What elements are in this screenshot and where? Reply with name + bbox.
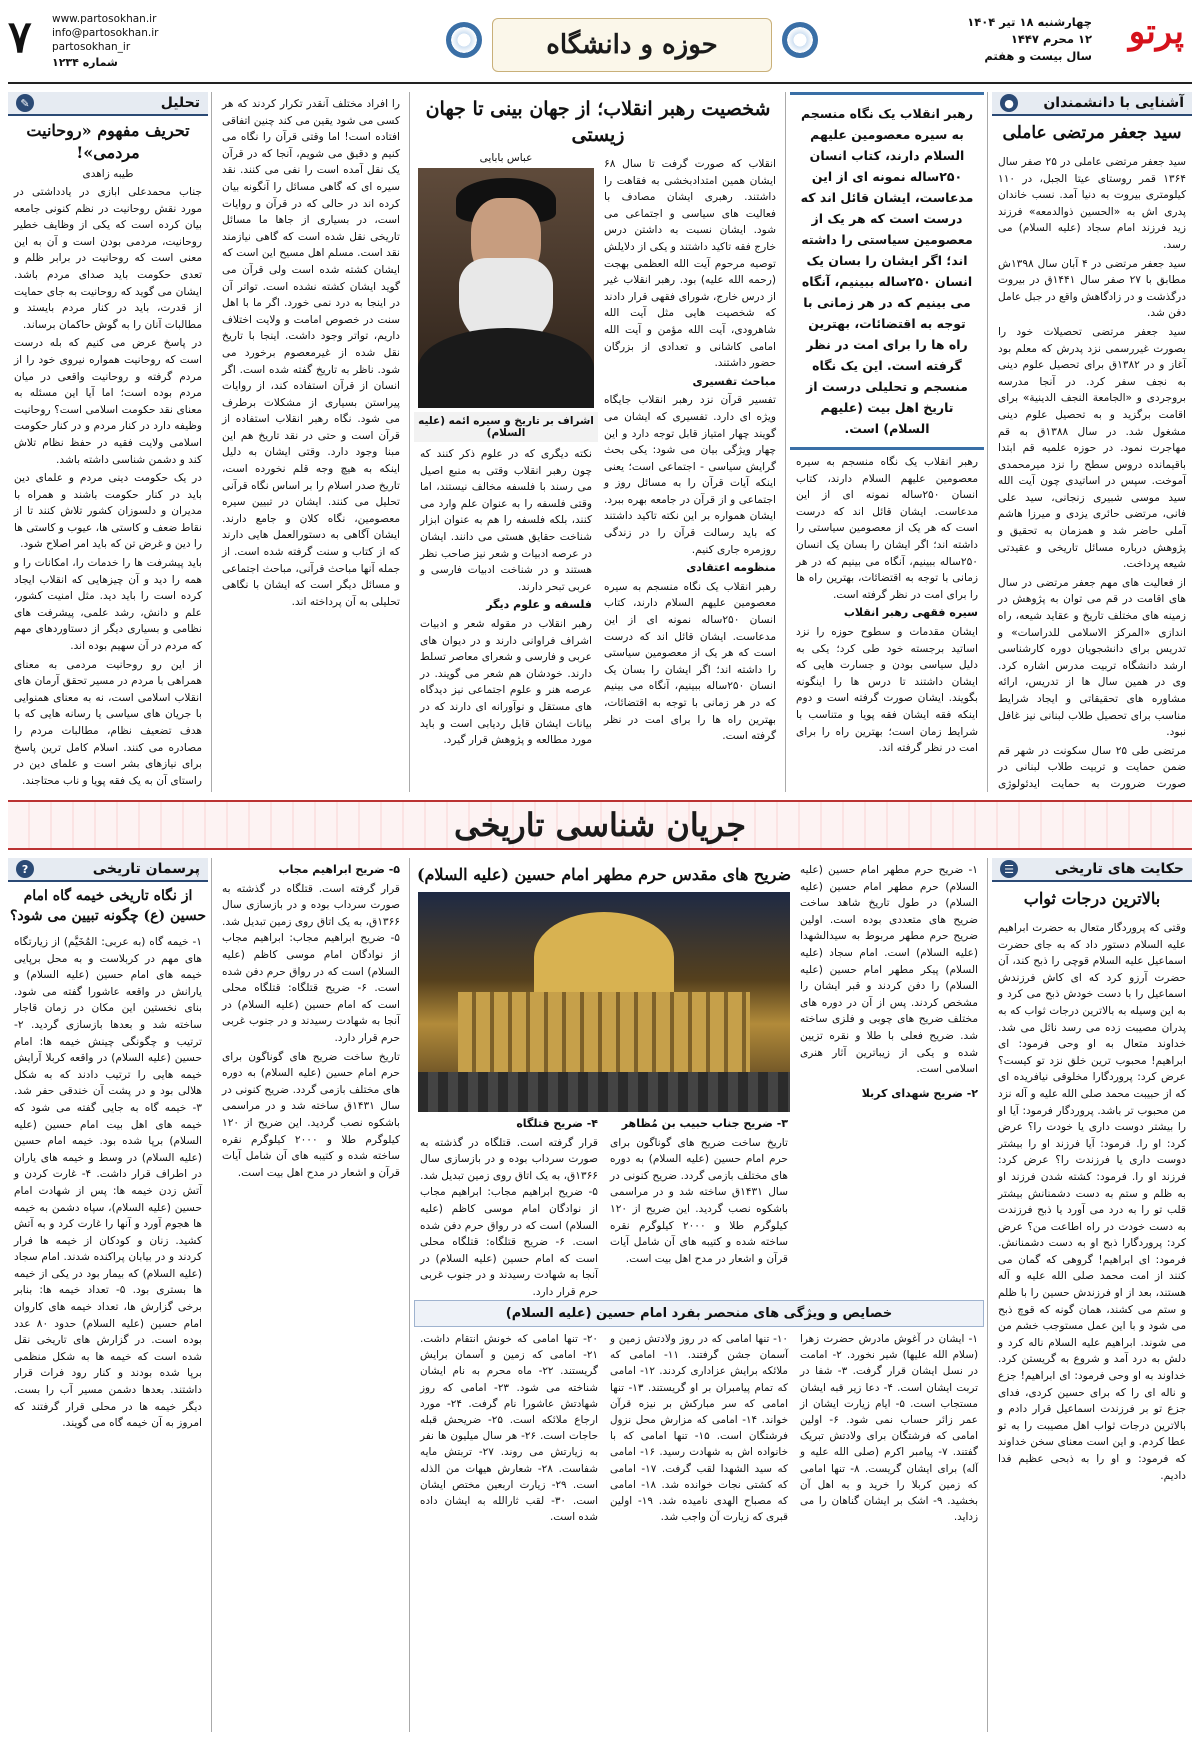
section-banner — [492, 18, 772, 72]
masthead — [8, 8, 1192, 84]
paragraph: جناب محمدعلی ابازی در یادداشتی در مورد نقش روحانیت در نظم کنونی جامعه بیان کرده است که یکی از وظایف خطیر روحانیت، مردمی بودن است و آن به این معنی است که روحانیت در برابر ظلم و تعدی حکومت باید صدای مردم باشد. ایشان می گوید که روحانیت به جای حمایت از قدرت، باید در کنار مردم بایستد و مطالبات آنان را به گوش حاکمان برساند. — [14, 186, 202, 331]
shrine-body-mid — [604, 1112, 794, 1298]
page-number: ۷ — [8, 12, 32, 63]
shrine-continued — [216, 858, 406, 1732]
features-list-1: ۱- ایشان در آغوش مادرش حضرت زهرا (سلام الله علیها) شیر نخورد. ۲- امامت در نسل ایشان قرار گرفت. ۳- شفا در تربت ایشان است. ۴- دعا زیر قبه ایشان مستجاب است. ۵- ایام زیارت ایشان از عمر زائر حساب نمی شود. ۶- اولین امامی که فرشتگان برای ولادتش تبریک گفتند. ۷- پیامبر اکرم (صلی الله علیه و آله) برای ایشان گریست. ۸- تنها امامی که زمین کربلا را خرید و به اهل آن بخشید. ۹- اشک بر ایشان گناهان را می زداید. — [800, 1333, 978, 1524]
paragraph: سید جعفر مرتضی در ۴ آبان سال ۱۳۹۸ش مطابق با ۲۷ صفر سال ۱۴۴۱ق در بیروت درگذشت و در زادگاهش واقع در جبل عامل دفن شد. — [998, 257, 1186, 320]
social-handle[interactable]: partosokhan_ir — [52, 41, 131, 53]
question-icon: ? — [16, 860, 34, 878]
issue-number: شماره ۱۲۳۴ — [52, 56, 118, 69]
question-title: از نگاه تاریخی خیمه گاه امام حسین (ع) چگونه تبیین می شود؟ — [9, 888, 207, 924]
scholar-name: سید جعفر مرتضی عاملی — [1002, 123, 1182, 143]
paragraph: رهبر انقلاب در مقوله شعر و ادبیات اشراف فراوانی دارند و در دیوان های عربی و فارسی و شعرای معاصر تسلط دارند. خودشان هم شعر می گویند. در عرصه هنر و علوم اجتماعی نیز دیدگاه های مستقل و نوآورانه ای دارند که در بیانات ایشان قابل ردیابی است و باید مورد مطالعه و پژوهش قرار گیرد. — [420, 617, 592, 747]
section-title: حوزه و دانشگاه — [546, 30, 718, 60]
paragraph: تفسیر قرآن نزد رهبر انقلاب جایگاه ویژه ای دارد. تفسیری که ایشان می گویند چهار امتیاز قابل توجه دارد و این چهار ویژگی بیان می شود: یکی بحث گرایش سیاسی - اجتماعی است؛ یعنی اینکه آیات قرآن را به مسائل روز و اجتماعی و از قرآن در جامعه بهره ببرد. ایشان همواره بر این نکته تاکید داشتند که باید رسالت قرآن را در زندگی روزمره جاری کنیم. — [604, 394, 776, 556]
paragraph: سید جعفر مرتضی عاملی در ۲۵ صفر سال ۱۳۶۴ قمر روستای عیتا الجبل، در ۱۱۰ کیلومتری بیروت به دنیا آمد. نسب خاندان پدری اش به «الحسین ذوالدمعه» فرزند زید فرزند امام سجاد (علیه السلام) می رسد. — [998, 156, 1186, 251]
middle-column — [216, 92, 406, 792]
paragraph: از فعالیت های مهم جعفر مرتضی در سال های اقامت در قم می توان به پژوهش در زمینه های مختلف تاریخ و عقاید شیعه، راه اندازی «المرکز الاسلامی للدراسات» و تدریس برای دانشجویان دوره کارشناسی ارشد دانشگاه تربیت مدرس اشاره کرد. وی در همین سال ها از تدریس، ارائه مشاوره های تحقیقاتی و ایجاد شرایط مناسب برای تحصیل طلاب لبنانی نیز غافل نبود. — [998, 576, 1186, 739]
questions-header — [8, 858, 208, 882]
shrine-sub-a-block — [794, 1082, 984, 1109]
volume-year: سال بیست و هفتم — [984, 49, 1092, 63]
analysis-author: طیبه زاهدی — [82, 168, 134, 180]
leader-headline: شخصیت رهبر انقلاب؛ از جهان بینی تا جهان زیستی — [425, 98, 771, 146]
leader-text-col — [598, 152, 782, 755]
subheading: فلسفه و علوم دیگر — [486, 598, 592, 612]
pull-quote: رهبر انقلاب یک نگاه منسجم به سیره معصومین علیهم السلام دارند، کتاب انسان ۲۵۰ساله نمونه ای از این مدعاست، ایشان قائل اند که درست است که هر یک از معصومین سیاستی را داشته اند؛ اگر ایشان را بسان یک انسان ۲۵۰ساله ببینیم، آنگاه می بینیم که در هر زمانی با توجه به اقتضائات، بهترین راه ها را برای امت در نظر گرفته است. این یک نگاه منسجم و تحلیلی درست از تاریخ اهل بیت (علیهم السلام) است. — [790, 92, 984, 450]
leader-text-2 — [414, 442, 598, 755]
story-body: وقتی که پروردگار متعال به حضرت ابراهیم علیه السلام دستور داد که به جای حضرت اسماعیل علیه السلام قوچی را ذبح کند، آن حضرت آرزو کرد که ای کاش فرزندش اسماعیل را با دست خودش ذبح می کرد و به این وسیله به بالاترین درجات ثواب که به پدران مصیبت زده می رسد نائل می شد. خداوند متعال به او وحی فرمود: ای ابراهیم! محبوب ترین خلق نزد تو کیست؟ عرض کرد: پروردگارا مخلوقی نیافریده ای که از حبیبت محمد صلی الله علیه و آله نزد من محبوب تر باشد. پروردگار فرمود: آیا او را بیشتر دوست داری یا خودت را؟ عرض کرد: او را. فرمود: آیا فرزند او را بیشتر دوست داری یا فرزندت را؟ عرض کرد: فرزند او را. فرمود: کشته شدن فرزند او به ظلم و ستم به دست دشمنانش بیشتر قلب تو را به درد می آورد یا ذبح فرزندت به دست خودت در راه اطاعت من؟ عرض کرد: پروردگارا ذبح او به دست دشمنانش. فرمود: ای ابراهیم! گروهی که گمان می کنند از امت محمد صلی الله علیه و آله هستند، بعد از او فرزندش حسین را با ظلم و ستم می کشند، همان گونه که قوچ ذبح می شود و با این عمل مستوجب خشم من می شوند. ابراهیم علیه السلام ناله کرد و دلش به درد آمد و شروع به گریستن کرد. خداوند به او وحی فرمود: ای ابراهیم! جزع و ناله ای را که برای حسین کردی، فدای جزع تو بر فرزندت اسماعیل قرار دادم و بالاترین درجات ثواب اهل مصیبت را به تو عطا کردم. و این است معنای سخن خداوند که فرمود: و او را به ذبحی عظیم فدا دادیم. — [998, 922, 1186, 1482]
analysis-headline: تحریف مفهوم «روحانیت مردمی»! — [26, 121, 190, 162]
analysis-header — [8, 92, 208, 116]
analysis-column — [8, 92, 208, 792]
leader-photo-col — [414, 152, 598, 755]
paragraph: سید جعفر مرتضی تحصیلات خود را بصورت غیررسمی نزد پدرش که معلم بود آغاز و در ۱۳۸۲ق برای تحصیل علوم دینی به نجف سفر کرد. در آنجا مدرسه بروجردی و «الجامعة النجف الدینیة» برای اقامت برگزید و به تحصیل علوم دینی مشغول شد. در سال ۱۳۸۸ق به قم مهاجرت نمود. در حوزه علمیه قم ابتدا باقیمانده دروس سطح را نزد میرمحمدی آموخت. سپس در اساتیدی چون آیت الله سید موسی شبیری زنجانی، سید علی فانی، مرتضی حائری یزدی و میرزا هاشم آملی حاضر شد و همزمان به تحقیق و پژوهش درباره مسائل تاریخی و عقیدتی شیعه پرداخت. — [998, 325, 1186, 571]
scholar-icon: ● — [1000, 94, 1018, 112]
subheading: ۲- ضریح شهدای کربلا — [861, 1086, 978, 1100]
shrine-article — [414, 858, 984, 1298]
subheading: ۴- ضریح قتلگاه — [516, 1117, 598, 1130]
analysis-icon: ✎ — [16, 94, 34, 112]
shrine-text-right — [794, 858, 984, 1298]
paragraph: ایشان مقدمات و سطوح حوزه را نزد اساتید برجسته خود طی کرد؛ یکی به دلیل سیاسی بودن و جسارت هایی که ایشان داشتند تا درس ها را اینگونه بگویند. ایشان صورت گرفته است و دوم اینکه فقه ایشان فقه پویا و متناسب با شرایط زمان است؛ بهترین راه را برای امت در نظر گرفته اند. — [796, 625, 978, 755]
scholars-header — [992, 92, 1192, 116]
shrine-continued-body — [216, 858, 406, 1187]
shrine-subtext — [414, 1112, 794, 1298]
column-divider — [987, 92, 988, 792]
paragraph: انقلاب که صورت گرفت تا سال ۶۸ ایشان همین امتدادبخشی به فقاهت را داشتند. رهبری ایشان مصادف با فعالیت های سیاسی و اجتماعی می شود. ایشان نسبت به داشتن درس خارج فقه تاکید داشتند و یکی از دلایلش توصیه مرحوم آیت الله العظمی بهجت (رحمه الله علیه) بود. رهبر انقلاب غیر از درس خارج، شورای فقهی قرار دادند که شخصیت هایی مثل آیت الله شاهرودی، آیت الله مؤمن و آیت الله امامی کاشانی و تعدادی از بزرگان حضور داشتند. — [604, 158, 776, 370]
stories-header — [992, 858, 1192, 882]
ornament-icon — [446, 22, 482, 58]
email-link[interactable]: info@partosokhan.ir — [52, 27, 159, 39]
shrine-main — [414, 858, 794, 1298]
date-block — [967, 14, 1092, 65]
photo-caption: اشراف بر تاریخ و سیره ائمه (علیه السلام) — [414, 412, 598, 442]
paragraph: باید پیشرفت ها را خدمات را، امکانات را و همه را دید و آن چیزهایی که انقلاب ایجاد کرده است را باید دید. مثل امنیت کشور، علم و دانش، رشد علمی، پیشرفت های نظامی و بسیاری دیگر از دستاوردهای مهم که مردم در آن سهیم بوده اند. — [14, 557, 202, 653]
paragraph: نکته دیگری که در علوم ذکر کنند که چون رهبر انقلاب وقتی به منبع اصیل می رسند با فلسفه مخالف نیستند، اما وقتی فلسفه را به عنوان علم وارد می کنند، بلکه فلسفه را هم به عنوان ابزار شناخت حقایق هستی می دانند. ایشان در عرصه ادبیات و شعر نیز صاحب نظر هستند و در شناخت ادبیات فارسی و عربی تبحر دارند. — [420, 448, 592, 593]
column-divider — [211, 858, 212, 1732]
book-icon: ☰ — [1000, 860, 1018, 878]
leader-body-a — [790, 450, 984, 763]
questions-column — [8, 858, 208, 1732]
features-title: خصایص و ویژگی های منحصر بفرد امام حسین (علیه السلام) — [414, 1300, 984, 1327]
paragraph: از این رو روحانیت مردمی به معنای همراهی با مردم در مسیر تحقق آرمان های انقلاب اسلامی است، نه به معنای همنوایی با جریان های سیاسی یا رسانه هایی که با هدف تضعیف نظام، مطالبات مردم را مصادره می کنند. اسلام کامل ترین پاسخ برای نیازهای بشر است و علمای دین در راستای آن به یک فقه پویا و ناب محتاجند. — [14, 658, 202, 787]
date-line: چهارشنبه ۱۸ تیر ۱۴۰۴ — [967, 15, 1092, 29]
shrine-dome — [534, 912, 674, 1002]
middle-body: را افراد مختلف آنقدر تکرار کردند که هر کسی می شود یقین می کند چنین اتفاقی افتاده است! اما وقتی قرآن را نگاه می کنیم و دقیق می شویم، آنجا که در قرآن یک نقل آمده است را نفی می کنند. نقد سیره ای که گاهی مسائل را آنگونه بیان کرده اند در حالی که در قرآن و روایات است، در بسیاری از جاها ما مسائل تاریخی نقل شده است که گاهی نیازمند نقد است. مسلم اهل مسیح این است که ایشان کشته شده است ولی قرآن می گوید ایشان کشته نشده است. تواتر آن در اینجا به درد نمی خورد. اگر ما با اهل سنت در خصوص امامت و ولایت اختلاف داریم، تواتر وجود داشت. اینجا با تاریخ نقل شده از غیرمعصوم برخورد می شود. ناظر به تاریخ گفته شده است. اگر انسان از قرآن استفاده کند، از روایات پیراستن بسیاری از مشکلات برطرف می شود. نگاه رهبر انقلاب استفاده از قرآن است و حتی در نقد تاریخ هم این مبنا وجود دارد. وقتی ایشان به دلیل اینکه به هیچ وجه قلم نخورده است، تاریخ صدر اسلام را بر اساس نگاه قرآنی تحلیل می کنند. ایشان در تبیین سیره معصومین، نگاه کلان و جامع دارند. ایشان آگاهی به دستورالعمل هایی دارند که از کتاب و سنت گرفته شده است. از جمله آنها مباحث قرآنی، مباحث اجتماعی و مسائل دیگر است که ایشان با نگاهی تحلیلی به آن پرداخته اند. — [222, 98, 400, 608]
stories-header-label: حکایت های تاریخی — [1054, 861, 1184, 877]
shrine-layout — [414, 858, 984, 1298]
paragraph: رهبر انقلاب یک نگاه منسجم به سیره معصومین علیهم السلام دارند، کتاب انسان ۲۵۰ساله نمونه ای از این مدعاست. ایشان قائل اند که درست است که هر یک از معصومین سیاستی را داشته اند؛ اگر ایشان را بسان یک انسان ۲۵۰ساله ببینیم، آنگاه می بینیم که در هر زمانی با توجه به اقتضائات، بهترین راه ها را برای امت در نظر گرفته است. — [796, 456, 978, 601]
shrine-headline: ضریح های مقدس حرم مطهر امام حسین (علیه السلام) — [416, 865, 792, 884]
questions-header-label: پرسمان تاریخی — [92, 861, 200, 877]
column-divider — [409, 92, 410, 792]
quote-column — [790, 92, 984, 792]
logo-text: پرتو — [1128, 12, 1184, 52]
shrine-body-left — [414, 1112, 604, 1298]
scholar-body — [992, 150, 1192, 792]
column-divider — [211, 92, 212, 792]
shrine-structure — [458, 992, 750, 1082]
shrine-body-right: ۱- ضریح حرم مطهر امام حسین (علیه السلام) حرم مطهر امام حسین (علیه السلام) در طول تاریخ شاهد ساخت ضریح های متعددی بوده است. اولین ضریح حرم مطهر مربوط به سیدالشهدا (علیه السلام) است. امام سجاد (علیه السلام) پیکر مطهر امام حسین (علیه السلام) را دفن کردند و قبر ایشان را مشخص کردند. پس از آن در دوره های مختلف ضریح های چوبی و فلزی ساخته شد. ضریح فعلی با طلا و نقره تزیین شده و یکی از زیباترین آثار هنری اسلامی است. — [800, 864, 978, 1076]
analysis-body — [8, 180, 208, 792]
stories-column — [992, 858, 1192, 1732]
paragraph: در یک حکومت دینی مردم و علمای دین باید در کنار حکومت باشند و همراه با مدیران و دلسوزان کشور تلاش کنند تا از نقاط ضعف و کاستی ها، عیوب و کاستی ها را دین و غرض تن که باید امر اصلاح شود. — [14, 472, 202, 551]
leader-article — [414, 92, 782, 792]
story-title: بالاترین درجات ثواب — [1023, 889, 1161, 908]
band-title: جریان شناسی تاریخی — [454, 806, 746, 844]
subheading: منظومه اعتقادی — [686, 561, 776, 575]
ornament-icon — [782, 22, 818, 58]
subheading: ۵- ضریح ابراهیم مجاب — [278, 863, 400, 876]
column-divider — [785, 92, 786, 792]
website-link[interactable]: www.partosokhan.ir — [52, 13, 157, 25]
features-list-3: ۲۰- تنها امامی که خونش انتقام داشت. ۲۱- امامی که زمین و آسمان برایش گریستند. ۲۲- ماه محرم به نام ایشان شناخته می شود. ۲۳- امامی که روز شهادتش عاشورا نام گرفت. ۲۴- مورد ارجاع ملائکه است. ۲۵- ضریحش قبله حاجات است. ۲۶- هر سال میلیون ها نفر به زیارتش می روند. ۲۷- تربتش مایه شفاست. ۲۸- شعارش هیهات من الذله است. ۲۹- زیارت اربعین مختص ایشان است. ۳۰- لقب ثارالله به ایشان داده شده است. — [420, 1333, 599, 1524]
hijri-date: ۱۲ محرم ۱۴۴۷ — [1010, 32, 1092, 46]
scholars-header-label: آشنایی با دانشمندان — [1043, 95, 1184, 111]
section-band — [8, 800, 1192, 850]
paragraph: قرار گرفته است. قتلگاه در گذشته به صورت سرداب بوده و در بازسازی سال ۱۳۶۶ق، به یک اتاق روی زمین تبدیل شد. ۵- ضریح ابراهیم مجاب: ابراهیم مجاب از نوادگان امام موسی کاظم (علیه السلام) است که در رواق حرم دفن شده است. ۶- ضریح قتلگاه: قتلگاه محلی است که امام حسین (علیه السلام) در آنجا به شهادت رسیدند و در جنوب غربی حرم قرار دارد. — [222, 882, 400, 1044]
question-body: ۱- خیمه گاه (به عربی: المُخَیَّم) از زیارتگاه های مهم در کربلاست و به محل برپایی خیمه های امام حسین (علیه السلام) و یارانش در واقعه عاشورا گفته می شود. بنای نخستین این مکان در زمان قاجار ساخته شد و بعدها بازسازی گردید. ۲- ترتیب و چگونگی چینش خیمه ها: امام حسین (علیه السلام) در واقعه کربلا آرایش خیمه هایی را ترتیب دادند که به شکل هلالی بود و در پشت آن خندقی حفر شد. ۳- خیمه گاه به جایی گفته می شود که خیمه های اهل بیت امام حسین (علیه السلام) برپا شده بود. خیمه امام حسین (علیه السلام) در وسط و خیمه های یاران در اطراف قرار داشت. ۴- غارت کردن و آتش زدن خیمه ها: پس از شهادت امام حسین (علیه السلام)، سپاه دشمن به خیمه ها هجوم آورد و آنها را غارت کرد و به آتش کشید. زنان و کودکان از خیمه ها فرار کردند و در بیابان پراکنده شدند. امام سجاد (علیه السلام) که بیمار بود در یکی از خیمه ها بستری بود. ۵- تعداد خیمه ها: بنابر برخی گزارش ها، تعداد خیمه های کاروان امام حسین (علیه السلام) حدود ۸۰ عدد بوده است. در گزارش های تاریخی نقل شده است که خیمه ها به شکل منظمی برپا شده بودند و کنار رود فرات قرار داشتند. بعدها دشمن مسیر آب را بست. دیگر خیمه ها در محلی قرار گرفتند که امروز به آن خیمه گاه می گویند. — [14, 936, 203, 1430]
paragraph: قرار گرفته است. قتلگاه در گذشته به صورت سرداب بوده و در بازسازی سال ۱۳۶۶ق، به یک اتاق روی زمین تبدیل شد. ۵- ضریح ابراهیم مجاب: ابراهیم مجاب از نوادگان امام موسی کاظم (علیه السلام) است که در رواق حرم دفن شده است. ۶- ضریح قتلگاه: قتلگاه محلی است که امام حسین (علیه السلام) در آنجا به شهادت رسیدند و در جنوب غربی حرم قرار دارد. — [420, 1136, 598, 1298]
shrine-crowd — [418, 1072, 790, 1112]
features-columns — [414, 1327, 984, 1529]
leader-portrait-image — [418, 168, 594, 408]
portrait-robe — [418, 328, 594, 408]
column-divider — [409, 858, 410, 1732]
column-divider — [987, 858, 988, 1732]
author-name: عباس بابایی — [479, 152, 533, 164]
paragraph: تاریخ ساخت ضریح های گوناگون برای حرم امام حسین (علیه السلام) به دوره های مختلف بازمی گردد. ضریح کنونی در سال ۱۴۳۱ق ساخته شد و در مراسمی باشکوه نصب گردید. این ضریح از ۱۲۰ کیلوگرم طلا و ۲۰۰۰ کیلوگرم نقره ساخته شده و کتیبه های آن شامل آیات قرآن و اشعار در مدح اهل بیت است. — [610, 1136, 789, 1265]
paragraph: در پاسخ عرض می کنیم که بله درست است که روحانیت همواره نیروی خود را از مردم گرفته و روحانیت واقعی در میان مردم بوده است؛ اما آیا این مسئله به معنای نقد حکومت اسلامی است؟ روحانیت وظیفه دارد در کنار مردم و در کنار حکومت اسلامی ولایت فقیه در حفظ نظام تلاش کند و دشمن شناسی داشته باشد. — [14, 337, 202, 466]
features-list-2: ۱۰- تنها امامی که در روز ولادتش زمین و آسمان جشن گرفتند. ۱۱- امامی که ملائکه برایش عزاداری کردند. ۱۲- امامی که تمام پیامبران بر او گریستند. ۱۳- تنها امامی که سر مبارکش بر نیزه قرآن خواند. ۱۴- امامی که مزارش محل نزول فرشتگان است. ۱۵- تنها امامی که با خانواده اش به شهادت رسید. ۱۶- امامی که سید الشهدا لقب گرفت. ۱۷- امامی که کشتی نجات خوانده شد. ۱۸- امامی که مصباح الهدی نامیده شد. ۱۹- اولین قبری که زیارت آن واجب شد. — [610, 1333, 788, 1524]
contact-block — [52, 12, 158, 54]
leader-article-body — [414, 152, 782, 755]
paragraph: تاریخ ساخت ضریح های گوناگون برای حرم امام حسین (علیه السلام) به دوره های مختلف بازمی گردد. ضریح کنونی در سال ۱۴۳۱ق ساخته شد و در مراسمی باشکوه نصب گردید. این ضریح از ۱۲۰ کیلوگرم طلا و ۲۰۰۰ کیلوگرم نقره ساخته شده و کتیبه های آن شامل آیات قرآن و اشعار در مدح اهل بیت است. — [222, 1050, 401, 1179]
analysis-header-label: تحلیل — [160, 95, 200, 111]
features-box — [414, 1300, 984, 1732]
paragraph: رهبر انقلاب یک نگاه منسجم به سیره معصومین علیهم السلام دارند، کتاب انسان ۲۵۰ساله نمونه ای از این مدعاست. ایشان قائل اند که درست است که هر یک از معصومین سیاستی را داشته اند؛ اگر ایشان را بسان یک انسان ۲۵۰ساله ببینیم، آنگاه می بینیم که در هر زمانی با توجه به اقتضائات، بهترین راه ها را برای امت در نظر گرفته است. — [604, 580, 776, 743]
subheading: سیره فقهی رهبر انقلاب — [843, 606, 978, 620]
subheading: ۳- ضریح جناب حبیب بن مُظاهر — [621, 1117, 788, 1130]
subheading: مباحث تفسیری — [692, 374, 776, 388]
shrine-photo — [418, 892, 790, 1112]
scholars-column — [992, 92, 1192, 792]
leader-text — [598, 152, 782, 751]
newspaper-logo — [1102, 8, 1192, 68]
paragraph: مرتضی طی ۲۵ سال سکونت در شهر قم ضمن حمایت و تربیت طلاب لبنانی در صورت ضرورت به حمایت ایدئولوژی — [998, 744, 1186, 790]
